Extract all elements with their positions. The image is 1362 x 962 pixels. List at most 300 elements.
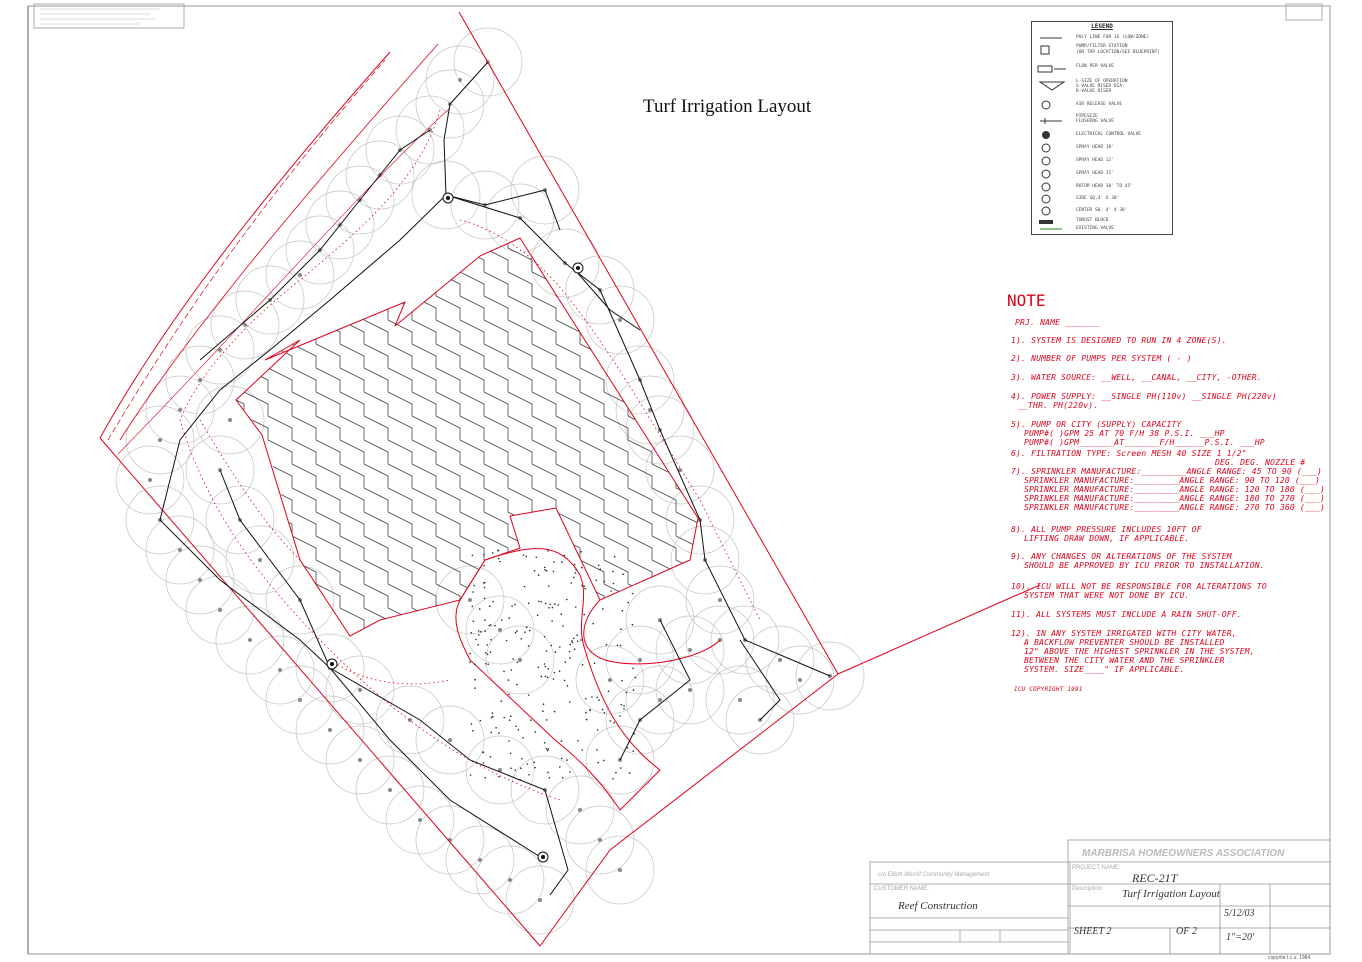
paver-joint xyxy=(700,560,724,584)
stipple-dot xyxy=(633,750,635,752)
sprinkler-head xyxy=(468,598,472,602)
stipple-dot xyxy=(569,701,571,703)
stipple-dot xyxy=(527,763,529,765)
paver-joint xyxy=(532,344,556,368)
paver-joint xyxy=(460,368,484,392)
paver-joint xyxy=(556,392,580,416)
paver-joint xyxy=(340,296,364,320)
paver-joint xyxy=(436,488,460,512)
stipple-dot xyxy=(528,645,530,647)
note-line: SPRINKLER MANUFACTURE:_________ANGLE RANGE: 90 TO 120 (___) xyxy=(1024,476,1320,485)
paver-joint xyxy=(364,464,388,488)
paver-joint xyxy=(244,344,268,368)
stipple-dot xyxy=(473,585,475,587)
paver-joint xyxy=(700,320,724,344)
paver-joint xyxy=(292,248,316,272)
stipple-dot xyxy=(569,771,571,773)
paver-joint xyxy=(652,200,676,224)
paver-joint xyxy=(700,272,724,296)
paver-joint xyxy=(628,224,652,248)
paver-joint xyxy=(436,632,460,656)
paver-joint xyxy=(484,344,508,368)
paver-joint xyxy=(556,320,580,344)
sprinkler-head xyxy=(458,78,462,82)
stipple-dot xyxy=(528,694,530,696)
paver-joint xyxy=(628,608,652,632)
sprinkler-head xyxy=(408,718,412,722)
paver-joint xyxy=(532,608,556,632)
stipple-dot xyxy=(529,630,531,632)
stipple-dot xyxy=(544,569,546,571)
stipple-dot xyxy=(524,631,526,633)
stipple-dot xyxy=(520,767,522,769)
paver-joint xyxy=(244,512,268,536)
paver-joint xyxy=(556,488,580,512)
paver-joint xyxy=(556,560,580,584)
paver-joint xyxy=(364,320,388,344)
paver-joint xyxy=(484,608,508,632)
legend-title: LEGEND xyxy=(1091,23,1113,30)
stipple-dot xyxy=(549,604,551,606)
stipple-dot xyxy=(574,564,576,566)
stipple-dot xyxy=(606,644,608,646)
paver-joint xyxy=(340,248,364,272)
note-line: SYSTEM. SIZE____" IF APPLICABLE. xyxy=(1024,665,1185,674)
stipple-dot xyxy=(569,644,571,646)
stipple-dot xyxy=(506,640,508,642)
stipple-dot xyxy=(617,645,619,647)
stipple-dot xyxy=(580,639,582,641)
stipple-dot xyxy=(473,621,475,623)
paver-joint xyxy=(676,440,700,464)
stipple-dot xyxy=(627,747,629,749)
stipple-dot xyxy=(541,676,543,678)
paver-joint xyxy=(364,560,388,584)
paver-joint xyxy=(484,320,508,344)
stipple-dot xyxy=(490,651,492,653)
legend-item: THRUST BLOCK xyxy=(1076,218,1109,223)
paver-joint xyxy=(244,584,268,608)
note-line: PUMP#( )GPM 25 AT 70 F/H 38 P.S.I. ___HP xyxy=(1024,429,1225,438)
paver-joint xyxy=(364,344,388,368)
paver-joint xyxy=(364,272,388,296)
stipple-dot xyxy=(544,742,546,744)
stipple-dot xyxy=(495,727,497,729)
stipple-dot xyxy=(619,715,621,717)
paver-joint xyxy=(268,392,292,416)
stipple-dot xyxy=(483,554,485,556)
stipple-dot xyxy=(594,662,596,664)
paver-joint xyxy=(460,608,484,632)
paver-joint xyxy=(268,536,292,560)
stipple-dot xyxy=(566,599,568,601)
paver-joint xyxy=(604,440,628,464)
paver-joint xyxy=(532,320,556,344)
paver-joint xyxy=(532,200,556,224)
stipple-dot xyxy=(474,687,476,689)
paver-joint xyxy=(412,584,436,608)
paver-joint xyxy=(388,512,412,536)
paver-joint xyxy=(604,224,628,248)
paver-joint xyxy=(580,320,604,344)
paver-joint xyxy=(316,464,340,488)
sprinkler-head xyxy=(798,678,802,682)
paver-joint xyxy=(436,296,460,320)
stipple-dot xyxy=(546,570,548,572)
legend-item: S-VALVE RISER DIA. xyxy=(1076,84,1125,89)
stipple-dot xyxy=(608,691,610,693)
paver-joint xyxy=(556,584,580,608)
stipple-dot xyxy=(555,651,557,653)
paver-joint xyxy=(244,536,268,560)
paver-joint xyxy=(364,488,388,512)
pipe-network xyxy=(160,62,830,895)
stipple-dot xyxy=(478,634,480,636)
stipple-dot xyxy=(622,610,624,612)
stipple-dot xyxy=(501,619,503,621)
paver-joint xyxy=(244,632,268,656)
paver-joint xyxy=(604,608,628,632)
stipple-dot xyxy=(586,719,588,721)
paver-joint xyxy=(412,344,436,368)
note-line: BETWEEN THE CITY WATER AND THE SPRINKLER xyxy=(1024,656,1225,665)
paver-joint xyxy=(628,248,652,272)
stipple-dot xyxy=(591,696,593,698)
paver-joint xyxy=(364,512,388,536)
stipple-dot xyxy=(548,585,550,587)
paver-joint xyxy=(388,464,412,488)
stipple-dot xyxy=(610,720,612,722)
paver-joint xyxy=(484,440,508,464)
stipple-dot xyxy=(492,601,494,603)
paver-joint xyxy=(652,248,676,272)
paver-joint xyxy=(484,488,508,512)
paver-joint xyxy=(580,656,604,680)
paver-joint xyxy=(292,200,316,224)
paver-joint xyxy=(436,536,460,560)
paver-joint xyxy=(412,320,436,344)
paver-joint xyxy=(388,488,412,512)
paver-joint xyxy=(388,416,412,440)
paver-joint xyxy=(532,464,556,488)
note-line: DEG. DEG. NOZZLE # xyxy=(1215,458,1306,467)
stipple-dot xyxy=(547,750,549,752)
paver-joint xyxy=(388,248,412,272)
paver-joint xyxy=(628,536,652,560)
legend-item: SIDE SQ.4' X 30' xyxy=(1076,196,1120,201)
stipple-dot xyxy=(572,642,574,644)
paver-joint xyxy=(460,632,484,656)
paver-joint xyxy=(508,344,532,368)
stipple-dot xyxy=(546,748,548,750)
stipple-dot xyxy=(592,623,594,625)
sprinkler-head xyxy=(718,598,722,602)
stipple-dot xyxy=(620,628,622,630)
paver-joint xyxy=(244,392,268,416)
paver-joint xyxy=(508,560,532,584)
paver-joint xyxy=(700,344,724,368)
stipple-dot xyxy=(499,561,501,563)
stipple-dot xyxy=(510,767,512,769)
stipple-dot xyxy=(632,624,634,626)
sprinkler-head xyxy=(258,558,262,562)
sprinkler-head xyxy=(298,698,302,702)
paver-joint xyxy=(676,296,700,320)
stipple-dot xyxy=(483,762,485,764)
paver-joint xyxy=(604,488,628,512)
legend-item: L-SIZE OF OPERATION xyxy=(1076,79,1128,84)
stipple-dot xyxy=(498,550,500,552)
stipple-dot xyxy=(547,677,549,679)
paver-joint xyxy=(652,296,676,320)
paver-joint xyxy=(412,440,436,464)
stipple-dot xyxy=(621,680,623,682)
paver-joint xyxy=(340,488,364,512)
stipple-dot xyxy=(547,550,549,552)
paver-joint xyxy=(340,584,364,608)
paver-joint xyxy=(508,440,532,464)
stipple-dot xyxy=(549,777,551,779)
legend-item: FLUSHING VALVE xyxy=(1076,119,1114,124)
legend-item: CENTER SQ. 4' X 30' xyxy=(1076,208,1128,213)
note-line: PUMP#( )GPM_______AT_______F/H______P.S.I. ___HP xyxy=(1024,438,1265,447)
paver-joint xyxy=(676,272,700,296)
sprinkler-head xyxy=(358,688,362,692)
paver-joint xyxy=(436,320,460,344)
control-valves xyxy=(327,193,583,862)
paver-joint xyxy=(628,488,652,512)
paver-joint xyxy=(412,632,436,656)
stipple-dot xyxy=(571,640,573,642)
note-line: LIFTING DRAW DOWN, IF APPLICABLE. xyxy=(1024,534,1190,543)
paver-joint xyxy=(604,320,628,344)
customer-label: CUSTOMER NAME: xyxy=(874,886,929,892)
stipple-dot xyxy=(566,759,568,761)
stipple-dot xyxy=(479,608,481,610)
paver-joint xyxy=(484,200,508,224)
paver-joint xyxy=(700,248,724,272)
stipple-dot xyxy=(498,732,500,734)
paver-joint xyxy=(556,416,580,440)
stipple-dot xyxy=(615,772,617,774)
driveway-area xyxy=(456,549,720,810)
paver-joint xyxy=(628,632,652,656)
paver-joint xyxy=(388,344,412,368)
paver-joint xyxy=(460,488,484,512)
stipple-dot xyxy=(620,767,622,769)
paver-joint xyxy=(532,536,556,560)
stipple-dot xyxy=(523,554,525,556)
drawing-title: Turf Irrigation Layout xyxy=(643,96,812,117)
stipple-dot xyxy=(485,663,487,665)
paver-joint xyxy=(388,656,412,680)
paver-joint xyxy=(316,536,340,560)
paver-joint xyxy=(340,224,364,248)
stipple-dot xyxy=(512,658,514,660)
zone-outlines xyxy=(180,110,760,800)
note-line: 7). SPRINKLER MANUFACTURE:_________ANGLE RANGE: 45 TO 90 (___) xyxy=(1011,467,1323,476)
sprinkler-head xyxy=(538,898,542,902)
paver-joint xyxy=(220,464,244,488)
stipple-dot xyxy=(526,626,528,628)
stipple-dot xyxy=(503,717,505,719)
paver-joint xyxy=(292,392,316,416)
paver-joint xyxy=(700,368,724,392)
paver-joint xyxy=(388,320,412,344)
paver-joint xyxy=(316,608,340,632)
paver-joint xyxy=(700,392,724,416)
sprinkler-head xyxy=(158,438,162,442)
paver-joint xyxy=(412,464,436,488)
paver-joint xyxy=(316,392,340,416)
paver-joint xyxy=(580,464,604,488)
sprinkler-head xyxy=(248,638,252,642)
drawing-date: 5/12/03 xyxy=(1224,908,1255,919)
stipple-dot xyxy=(511,605,513,607)
stipple-dot xyxy=(562,777,564,779)
stipple-dot xyxy=(484,598,486,600)
paver-joint xyxy=(412,512,436,536)
stipple-dot xyxy=(612,778,614,780)
paver-joint xyxy=(508,488,532,512)
stipple-dot xyxy=(515,726,517,728)
paver-joint xyxy=(700,416,724,440)
paver-joint xyxy=(244,320,268,344)
stipple-dot xyxy=(484,619,486,621)
paver-joint xyxy=(604,584,628,608)
stipple-dot xyxy=(632,668,634,670)
paver-joint xyxy=(676,368,700,392)
stipple-dot xyxy=(597,729,599,731)
paver-joint xyxy=(676,200,700,224)
association-name: MARBRISA HOMEOWNERS ASSOCIATION xyxy=(1082,848,1285,859)
paver-joint xyxy=(652,584,676,608)
stipple-dot xyxy=(575,606,577,608)
paver-joint xyxy=(508,296,532,320)
note-line: 3). WATER SOURCE: __WELL, __CANAL, __CITY, -OTHER. xyxy=(1011,373,1262,382)
paver-joint xyxy=(532,368,556,392)
paver-joint xyxy=(292,440,316,464)
paver-joint xyxy=(220,440,244,464)
paver-joint xyxy=(268,440,292,464)
paver-joint xyxy=(436,464,460,488)
paver-joint xyxy=(388,608,412,632)
stipple-dot xyxy=(536,557,538,559)
paver-joint xyxy=(388,368,412,392)
paver-joint xyxy=(628,440,652,464)
note-line: SHOULD BE APPROVED BY ICU PRIOR TO INSTALLATION. xyxy=(1024,561,1265,570)
paver-joint xyxy=(460,464,484,488)
stipple-dot xyxy=(517,662,519,664)
stipple-dot xyxy=(558,604,560,606)
paver-joint xyxy=(436,512,460,536)
stipple-dot xyxy=(469,661,471,663)
note-line: A BACKFLOW PREVENTER SHOULD BE INSTALLED xyxy=(1024,638,1225,647)
paver-joint xyxy=(268,320,292,344)
stipple-dot xyxy=(546,650,548,652)
note-line: 9). ANY CHANGES OR ALTERATIONS OF THE SYSTEM xyxy=(1011,552,1232,561)
paver-joint xyxy=(580,488,604,512)
stipple-dot xyxy=(498,558,500,560)
sprinkler-head xyxy=(688,688,692,692)
copyright-note: copyrite I.c.u. 1984 xyxy=(1268,955,1311,961)
stipple-dot xyxy=(585,712,587,714)
paver-joint xyxy=(244,224,268,248)
legend-item: ELECTRICAL CONTROL VALVE xyxy=(1076,132,1142,137)
stipple-dot xyxy=(492,716,494,718)
stipple-dot xyxy=(547,772,549,774)
legend-item: SPRAY HEAD 12' xyxy=(1076,158,1114,163)
note-line: 6). FILTRATION TYPE: Screen MESH 40 SIZE 1 1/2" xyxy=(1011,449,1247,458)
legend-box xyxy=(1031,21,1173,235)
paver-joint xyxy=(460,272,484,296)
paver-joint xyxy=(292,488,316,512)
stipple-dot xyxy=(585,698,587,700)
stipple-dot xyxy=(582,749,584,751)
stipple-dot xyxy=(599,568,601,570)
paver-joint xyxy=(628,296,652,320)
paver-joint xyxy=(412,392,436,416)
paver-joint xyxy=(412,248,436,272)
paver-joint xyxy=(436,560,460,584)
paver-joint xyxy=(604,512,628,536)
paver-joint xyxy=(316,512,340,536)
paver-joint xyxy=(700,656,724,680)
paver-joint xyxy=(412,536,436,560)
paver-joint xyxy=(436,584,460,608)
paver-joint xyxy=(532,656,556,680)
stipple-dot xyxy=(545,603,547,605)
paver-joint xyxy=(628,320,652,344)
note-line: ICU COPYRIGHT 1991 xyxy=(1014,686,1083,693)
paver-joint xyxy=(316,584,340,608)
stipple-dot xyxy=(515,632,517,634)
paver-joint xyxy=(532,296,556,320)
stipple-dot xyxy=(528,774,530,776)
paver-joint xyxy=(532,512,556,536)
stipple-dot xyxy=(564,680,566,682)
legend-item: PUMP/FILTER STATION xyxy=(1076,44,1128,49)
note-line: 2). NUMBER OF PUMPS PER SYSTEM ( - ) xyxy=(1011,354,1192,363)
paver-joint xyxy=(532,248,556,272)
description: Turf Irrigation Layout xyxy=(1122,888,1220,900)
stipple-dot xyxy=(623,705,625,707)
stipple-dot xyxy=(470,632,472,634)
paver-joint xyxy=(340,416,364,440)
paver-joint xyxy=(412,224,436,248)
paver-joint xyxy=(652,272,676,296)
paver-joint xyxy=(460,224,484,248)
paver-joint xyxy=(460,440,484,464)
paver-joint xyxy=(388,536,412,560)
stipple-dot xyxy=(554,711,556,713)
paver-joint xyxy=(652,320,676,344)
paver-joint xyxy=(364,392,388,416)
paver-joint xyxy=(604,536,628,560)
paver-joint xyxy=(292,584,316,608)
stipple-dot xyxy=(508,679,510,681)
stipple-dot xyxy=(544,567,546,569)
stipple-dot xyxy=(485,652,487,654)
stipple-dot xyxy=(583,586,585,588)
stipple-dot xyxy=(602,709,604,711)
paver-joint xyxy=(484,296,508,320)
note-line: PRJ. NAME _______ xyxy=(1015,318,1101,327)
property-boundary xyxy=(100,12,1040,946)
paver-joint xyxy=(604,416,628,440)
paver-joint xyxy=(460,512,484,536)
sprinkler-head xyxy=(518,658,522,662)
